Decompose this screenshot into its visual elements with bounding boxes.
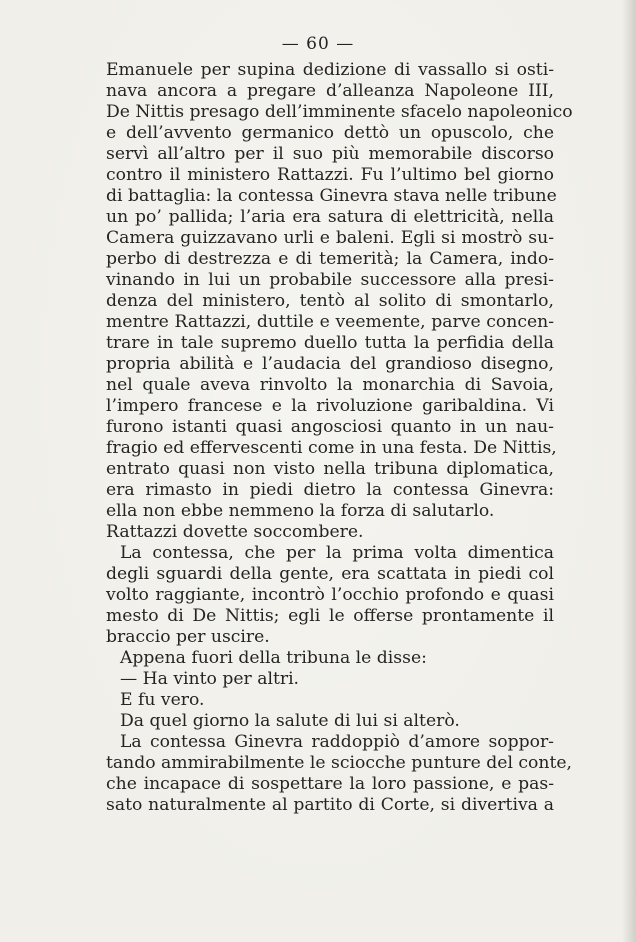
text-line: servì all’altro per il suo più memorabile discorso bbox=[106, 144, 554, 164]
text-line: La contessa Ginevra raddoppiò d’amore soppor- bbox=[120, 732, 554, 752]
text-line: Da quel giorno la salute di lui si alterò. bbox=[120, 711, 460, 731]
text-line: Camera guizzavano urli e baleni. Egli si mostrò su- bbox=[106, 228, 554, 248]
text-line: braccio per uscire. bbox=[106, 627, 270, 647]
text-line: propria abilità e l’audacia del grandioso disegno, bbox=[106, 354, 554, 374]
text-line: — Ha vinto per altri. bbox=[120, 669, 300, 689]
page-number: — 60 — bbox=[281, 34, 355, 54]
text-line: perbo di destrezza e di temerità; la Camera, indo- bbox=[106, 249, 554, 269]
text-line: fragio ed effervescenti come in una festa. De Nittis, bbox=[106, 438, 557, 458]
text-line: mesto di De Nittis; egli le offerse prontamente il bbox=[106, 606, 554, 626]
text-line: Emanuele per supina dedizione di vassallo si osti- bbox=[106, 60, 554, 80]
text-line: l’impero francese e la rivoluzione garibaldina. Vi bbox=[106, 396, 554, 416]
text-line: Appena fuori della tribuna le disse: bbox=[120, 648, 427, 668]
text-line: trare in tale supremo duello tutta la perfidia della bbox=[106, 333, 554, 353]
text-line: furono istanti quasi angosciosi quanto in un nau- bbox=[106, 417, 554, 437]
text-line: De Nittis presago dell’imminente sfacelo napoleonico bbox=[106, 102, 573, 122]
text-line: denza del ministero, tentò al solito di smontarlo, bbox=[106, 291, 554, 311]
text-line: un po’ pallida; l’aria era satura di elettricità, nella bbox=[106, 207, 554, 227]
text-line: tando ammirabilmente le sciocche punture del conte, bbox=[106, 753, 572, 773]
text-line: entrato quasi non visto nella tribuna diplomatica, bbox=[106, 459, 554, 479]
page-edge-shadow bbox=[622, 0, 636, 942]
text-line: degli sguardi della gente, era scattata in piedi col bbox=[106, 564, 554, 584]
text-line: Rattazzi dovette soccombere. bbox=[106, 522, 364, 542]
body-text bbox=[106, 60, 573, 816]
text-line: vinando in lui un probabile successore alla presi- bbox=[106, 270, 554, 290]
text-line: nel quale aveva rinvolto la monarchia di Savoia, bbox=[106, 375, 554, 395]
text-line: E fu vero. bbox=[120, 690, 205, 710]
text-line: sato naturalmente al partito di Corte, si divertiva a bbox=[106, 795, 554, 815]
text-line: ella non ebbe nemmeno la forza di salutarlo. bbox=[106, 501, 495, 521]
text-line: che incapace di sospettare la loro passione, e pas- bbox=[106, 774, 554, 794]
text-line: contro il ministero Rattazzi. Fu l’ultimo bel giorno bbox=[106, 165, 554, 185]
text-line: nava ancora a pregare d’alleanza Napoleone III, bbox=[106, 81, 554, 101]
text-line: di battaglia: la contessa Ginevra stava nelle tribune bbox=[106, 186, 557, 206]
text-line: volto raggiante, incontrò l’occhio profondo e quasi bbox=[106, 585, 554, 605]
text-line: La contessa, che per la prima volta dimentica bbox=[120, 543, 554, 563]
text-line: era rimasto in piedi dietro la contessa Ginevra: bbox=[106, 480, 554, 500]
text-line: e dell’avvento germanico dettò un opuscolo, che bbox=[106, 123, 554, 143]
text-line: mentre Rattazzi, duttile e veemente, parve concen- bbox=[106, 312, 554, 332]
